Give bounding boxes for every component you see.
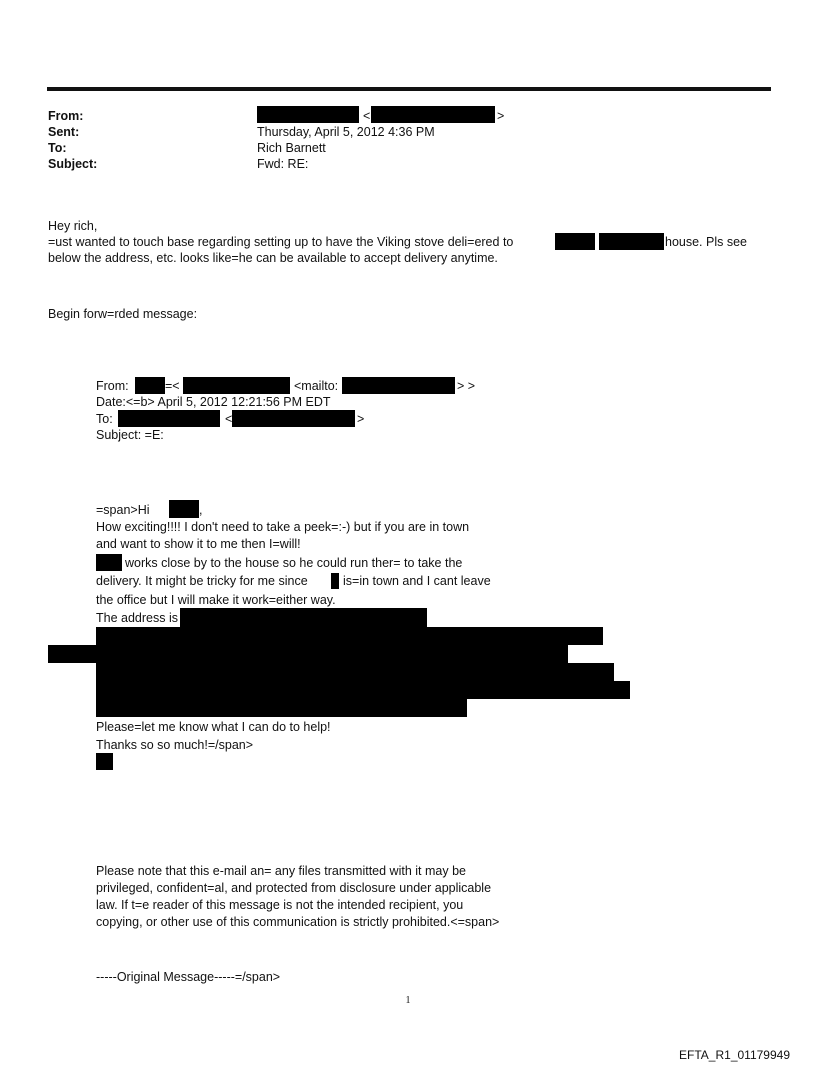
greeting: Hey rich,	[48, 219, 98, 233]
subject-value: Fwd: RE:	[257, 157, 309, 171]
body-line-1a: =ust wanted to touch base regarding setting up to have the Viking stove deli=ered to	[48, 235, 514, 249]
fwd-from-mailto: <mailto:	[294, 379, 339, 393]
redaction-box	[96, 753, 113, 770]
fwd-msg-line-4b: is=in town and I cant leave	[343, 574, 491, 588]
fwd-msg-line-8: Thanks so so much!=/span>	[96, 738, 254, 752]
fwd-to-label: To:	[96, 412, 113, 426]
fwd-to-gt: >	[357, 412, 365, 426]
disclaimer-line-3: law. If t=e reader of this message is not the intended recipient, you	[96, 898, 464, 912]
fwd-hi-comma: ,	[199, 503, 203, 517]
fwd-hi: =span>Hi	[96, 503, 150, 517]
redaction-box	[96, 663, 614, 681]
fwd-msg-line-4a: delivery. It might be tricky for me since	[96, 574, 308, 588]
to-label: To:	[48, 141, 67, 155]
sent-label: Sent:	[48, 125, 80, 139]
from-gt: >	[497, 109, 505, 123]
redaction-box	[257, 106, 359, 123]
fwd-date-line: Date:<=b> April 5, 2012 12:21:56 PM EDT	[96, 395, 331, 409]
fwd-from-gt: > >	[457, 379, 476, 393]
redaction-box	[96, 554, 122, 571]
disclaimer-line-4: copying, or other use of this communication is strictly prohibited.<=span>	[96, 915, 500, 929]
fwd-msg-line-5: the office but I will make it work=either way.	[96, 593, 336, 607]
fwd-msg-line-2: and want to show it to me then I=will!	[96, 537, 301, 551]
fwd-msg-line-7: Please=let me know what I can do to help!	[96, 720, 331, 734]
fwd-from-lt: =<	[165, 379, 180, 393]
redaction-box	[48, 645, 568, 663]
sent-value: Thursday, April 5, 2012 4:36 PM	[257, 125, 435, 139]
subject-label: Subject:	[48, 157, 98, 171]
fwd-to-lt: <	[225, 412, 233, 426]
begin-forwarded: Begin forw=rded message:	[48, 307, 198, 321]
redaction-box	[135, 377, 165, 394]
from-lt: <	[363, 109, 371, 123]
disclaimer-line-1: Please note that this e-mail an= any files transmitted with it may be	[96, 864, 466, 878]
redaction-box	[331, 573, 339, 589]
page-number: 1	[405, 995, 411, 1006]
original-message: -----Original Message-----=/span>	[96, 970, 281, 984]
to-value: Rich Barnett	[257, 141, 326, 155]
redaction-box	[342, 377, 455, 394]
header-rule	[47, 87, 771, 91]
redaction-box	[180, 608, 427, 627]
redaction-box	[232, 410, 355, 427]
redaction-box	[96, 627, 603, 645]
bates-number: EFTA_R1_01179949	[679, 1048, 790, 1062]
redaction-box	[96, 681, 630, 699]
from-label: From:	[48, 109, 84, 123]
fwd-subject-line: Subject: =E:	[96, 428, 164, 442]
redaction-box	[183, 377, 290, 394]
redaction-box	[96, 699, 467, 717]
redaction-box	[555, 233, 595, 250]
fwd-msg-line-6: The address is	[96, 611, 178, 625]
redaction-box	[599, 233, 664, 250]
body-line-2: below the address, etc. looks like=he can be available to accept delivery anytime.	[48, 251, 498, 265]
disclaimer-line-2: privileged, confident=al, and protected from disclosure under applicable	[96, 881, 492, 895]
body-line-1b: house. Pls see	[665, 235, 747, 249]
fwd-msg-line-3: works close by to the house so he could run ther= to take the	[125, 556, 463, 570]
fwd-from-label: From:	[96, 379, 129, 393]
fwd-msg-line-1: How exciting!!!! I don't need to take a peek=:-) but if you are in town	[96, 520, 470, 534]
redaction-box	[169, 500, 199, 518]
redaction-box	[118, 410, 220, 427]
redaction-box	[371, 106, 495, 123]
